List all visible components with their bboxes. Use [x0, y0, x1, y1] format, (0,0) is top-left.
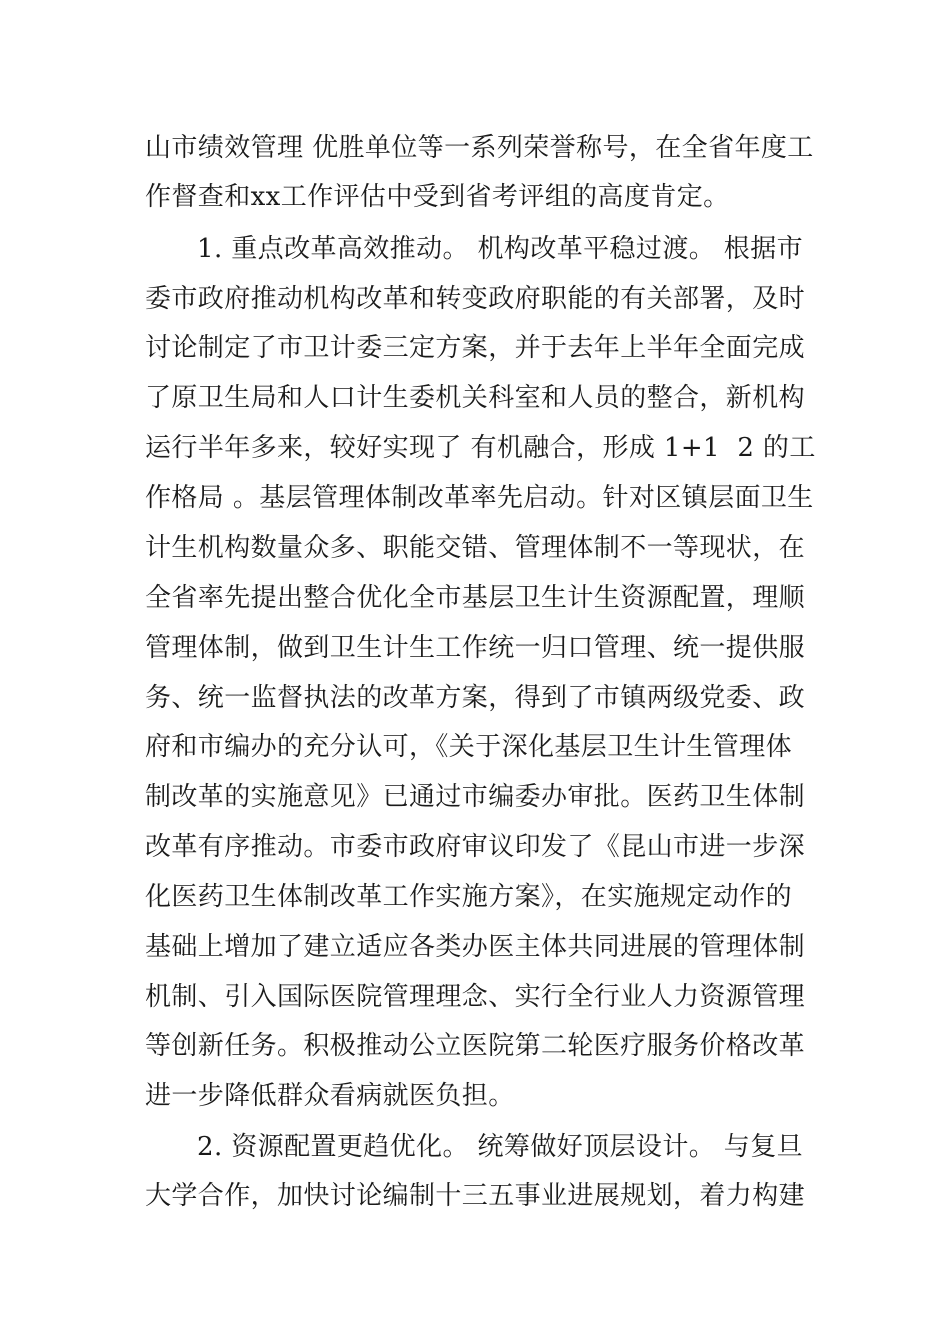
body-text-line: 全省率先提出整合优化全市基层卫生计生资源配置，理顺	[145, 583, 806, 613]
body-text-line: 讨论制定了市卫计委三定方案，并于去年上半年全面完成	[145, 333, 806, 363]
body-text-line: 基础上增加了建立适应各类办医主体共同进展的管理体制	[145, 932, 806, 962]
body-text-line: 了原卫生局和人口计生委机关科室和人员的整合，新机构	[145, 383, 806, 413]
section-heading-line: 1. 重点改革高效推动。 机构改革平稳过渡。 根据市	[197, 234, 804, 264]
body-text-line: 进一步降低群众看病就医负担。	[145, 1081, 515, 1111]
body-text-line: 务、统一监督执法的改革方案，得到了市镇两级党委、政	[145, 683, 806, 713]
body-text-line: 委市政府推动机构改革和转变政府职能的有关部署，及时	[145, 284, 806, 314]
body-text-line: 山市绩效管理 优胜单位等一系列荣誉称号，在全省年度工	[145, 133, 814, 163]
body-text-line: 等创新任务。积极推动公立医院第二轮医疗服务价格改革	[145, 1031, 806, 1061]
body-text-line: 改革有序推动。市委市政府审议印发了《昆山市进一步深	[145, 832, 806, 862]
body-text-line: 机制、引入国际医院管理理念、实行全行业人力资源管理	[145, 982, 806, 1012]
body-text-line: 大学合作，加快讨论编制十三五事业进展规划，着力构建	[145, 1181, 806, 1211]
section-heading-line: 2. 资源配置更趋优化。 统筹做好顶层设计。 与复旦	[197, 1132, 804, 1162]
body-text-line: 化医药卫生体制改革工作实施方案》，在实施规定动作的	[145, 882, 793, 912]
body-text-line: 计生机构数量众多、职能交错、管理体制不一等现状，在	[145, 533, 806, 563]
body-text-line: 管理体制，做到卫生计生工作统一归口管理、统一提供服	[145, 633, 806, 663]
body-text-line: 作督查和xx工作评估中受到省考评组的高度肯定。	[145, 182, 730, 212]
body-text-line: 府和市编办的充分认可，《关于深化基层卫生计生管理体	[145, 732, 793, 762]
body-text-line: 制改革的实施意见》已通过市编委办审批。医药卫生体制	[145, 782, 806, 812]
body-text-line: 运行半年多来，较好实现了 有机融合，形成 1+1 2 的工	[145, 433, 816, 463]
body-text-line: 作格局 。基层管理体制改革率先启动。针对区镇层面卫生	[145, 483, 814, 513]
